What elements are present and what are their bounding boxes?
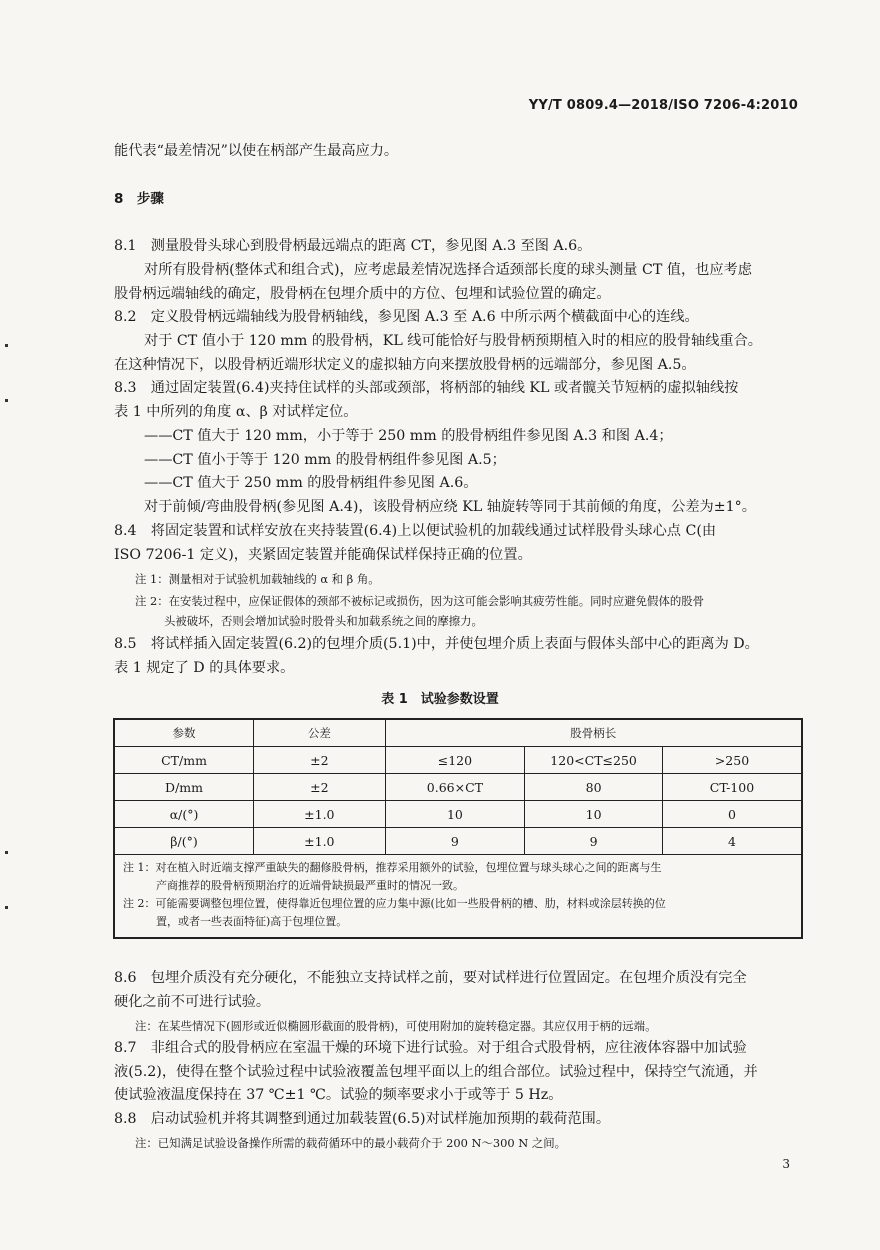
header-cell: 股骨柄长 — [385, 719, 802, 747]
scan-dot — [5, 344, 8, 347]
list-item: ——CT 值大于 250 mm 的股骨柄组件参见图 A.6。 — [144, 475, 478, 491]
header-cell: 参数 — [114, 719, 254, 747]
clause-8-3: 8.3 通过固定装置(6.4)夹持住试样的头部或颈部，将柄部的轴线 KL 或者髋关节短柄的虚拟轴线按 — [114, 380, 739, 396]
clause-8-2: 8.2 定义股骨柄远端轴线为股骨柄轴线，参见图 A.3 至 A.6 中所示两个横截面中心的连线。 — [114, 309, 699, 325]
table-cell: >250 — [662, 747, 802, 774]
test-parameters-table — [113, 718, 803, 939]
paragraph-line: 表 1 规定了 D 的具体要求。 — [114, 660, 295, 676]
paragraph-line: 表 1 中所列的角度 α、β 对试样定位。 — [114, 404, 358, 420]
paragraph-line: 使试验液温度保持在 37 ℃±1 ℃。试验的频率要求小于或等于 5 Hz。 — [114, 1087, 563, 1103]
paragraph-line: 对于 CT 值小于 120 mm 的股骨柄，KL 线可能恰好与股骨柄预期植入时的相应的股骨轴线重合。 — [144, 333, 762, 349]
table-row — [114, 828, 802, 855]
section-heading: 8 步骤 — [114, 191, 164, 207]
note-line: 注 1：测量相对于试验机加载轴线的 α 和 β 角。 — [135, 572, 380, 586]
clause-8-6: 8.6 包埋介质没有充分硬化，不能独立支持试样之前，要对试样进行位置固定。在包埋介质没有完全 — [114, 970, 747, 986]
note-line: 注：已知满足试验设备操作所需的载荷循环中的最小载荷介于 200 N～300 N 之间。 — [135, 1136, 567, 1150]
table-cell: β/(°) — [114, 828, 254, 855]
paragraph-line: ISO 7206-1 定义)，夹紧固定装置并能确保试样保持正确的位置。 — [114, 547, 532, 563]
table-cell: 4 — [662, 828, 802, 855]
table-cell: ≤120 — [385, 747, 525, 774]
scan-dot — [5, 399, 8, 402]
table-row — [114, 801, 802, 828]
table-note-line: 注 2：可能需要调整包埋位置，使得靠近包埋位置的应力集中源(比如一些股骨柄的槽、肋，材料或涂层转换的位 — [123, 897, 666, 910]
scan-dot — [5, 851, 8, 854]
table-notes-row — [114, 855, 802, 939]
paragraph-line: 液(5.2)，使得在整个试验过程中试验液覆盖包埋平面以上的组合部位。试验过程中，保持空气流通，并 — [114, 1064, 758, 1080]
clause-8-1: 8.1 测量股骨头球心到股骨柄最远端点的距离 CT，参见图 A.3 至图 A.6。 — [114, 238, 592, 254]
header-cell: 公差 — [254, 719, 386, 747]
clause-8-4: 8.4 将固定装置和试样安放在夹持装置(6.4)上以便试验机的加载线通过试样股骨头球心点 C(由 — [114, 523, 717, 539]
scan-dot — [5, 906, 8, 909]
table-cell: 10 — [525, 801, 663, 828]
table-notes — [114, 855, 802, 939]
table-cell: 9 — [525, 828, 663, 855]
standard-number-header: YY/T 0809.4—2018/ISO 7206-4:2010 — [528, 98, 798, 113]
paragraph-line: 硬化之前不可进行试验。 — [114, 994, 271, 1010]
table-cell: ±2 — [254, 774, 386, 801]
table-cell: CT-100 — [662, 774, 802, 801]
table-note-line: 注 1：对在植入时近端支撑严重缺失的翻修股骨柄，推荐采用额外的试验，包埋位置与球头球心之间的距离与生 — [123, 861, 662, 874]
note-line: 注：在某些情况下(圆形或近似椭圆形截面的股骨柄)，可使用附加的旋转稳定器。其应仅用于柄的远端。 — [135, 1019, 657, 1033]
paragraph-line: 股骨柄远端轴线的确定，股骨柄在包埋介质中的方位、包埋和试验位置的确定。 — [114, 286, 611, 302]
paragraph-line: 对所有股骨柄(整体式和组合式)，应考虑最差情况选择合适颈部长度的球头测量 CT 值，也应考虑 — [144, 262, 752, 278]
table-cell: 0.66×CT — [385, 774, 525, 801]
note-line: 注 2：在安装过程中，应保证假体的颈部不被标记或损伤，因为这可能会影响其疲劳性能。同时应避免假体的股骨 — [135, 594, 705, 608]
table-cell: 10 — [385, 801, 525, 828]
table-header-row — [114, 719, 802, 747]
table-cell: 80 — [525, 774, 663, 801]
paragraph-line: 能代表“最差情况”以使在柄部产生最高应力。 — [114, 143, 399, 159]
list-item: ——CT 值大于 120 mm，小于等于 250 mm 的股骨柄组件参见图 A.3 和图 A.4； — [144, 428, 673, 444]
table-row — [114, 747, 802, 774]
table-cell: ±1.0 — [254, 828, 386, 855]
page-number: 3 — [782, 1157, 790, 1171]
table-note-line: 置，或者一些表面特征)高于包埋位置。 — [156, 915, 348, 928]
paragraph-line: 在这种情况下，以股骨柄近端形状定义的虚拟轴方向来摆放股骨柄的远端部分，参见图 A.5。 — [114, 357, 696, 373]
clause-8-7: 8.7 非组合式的股骨柄应在室温干燥的环境下进行试验。对于组合式股骨柄，应往液体容器中加试验 — [114, 1040, 747, 1056]
table-cell: 120<CT≤250 — [525, 747, 663, 774]
clause-8-8: 8.8 启动试验机并将其调整到通过加载装置(6.5)对试样施加预期的载荷范围。 — [114, 1111, 611, 1127]
table-cell: 0 — [662, 801, 802, 828]
list-item: ——CT 值小于等于 120 mm 的股骨柄组件参见图 A.5； — [144, 452, 506, 468]
table-cell: ±1.0 — [254, 801, 386, 828]
table-cell: ±2 — [254, 747, 386, 774]
clause-8-5: 8.5 将试样插入固定装置(6.2)的包埋介质(5.1)中，并使包埋介质上表面与假体头部中心的距离为 D。 — [114, 636, 759, 652]
table-cell: CT/mm — [114, 747, 254, 774]
table-cell: α/(°) — [114, 801, 254, 828]
paragraph-line: 对于前倾/弯曲股骨柄(参见图 A.4)，该股骨柄应绕 KL 轴旋转等同于其前倾的角度，公差为±1°。 — [144, 499, 756, 515]
table-row — [114, 774, 802, 801]
note-line: 头被破坏，否则会增加试验时股骨头和加载系统之间的摩擦力。 — [164, 614, 483, 628]
table-note-line: 产商推荐的股骨柄预期治疗的近端骨缺损最严重时的情况一致。 — [156, 879, 464, 892]
table-cell: 9 — [385, 828, 525, 855]
table-cell: D/mm — [114, 774, 254, 801]
table-caption: 表 1 试验参数设置 — [381, 692, 499, 707]
